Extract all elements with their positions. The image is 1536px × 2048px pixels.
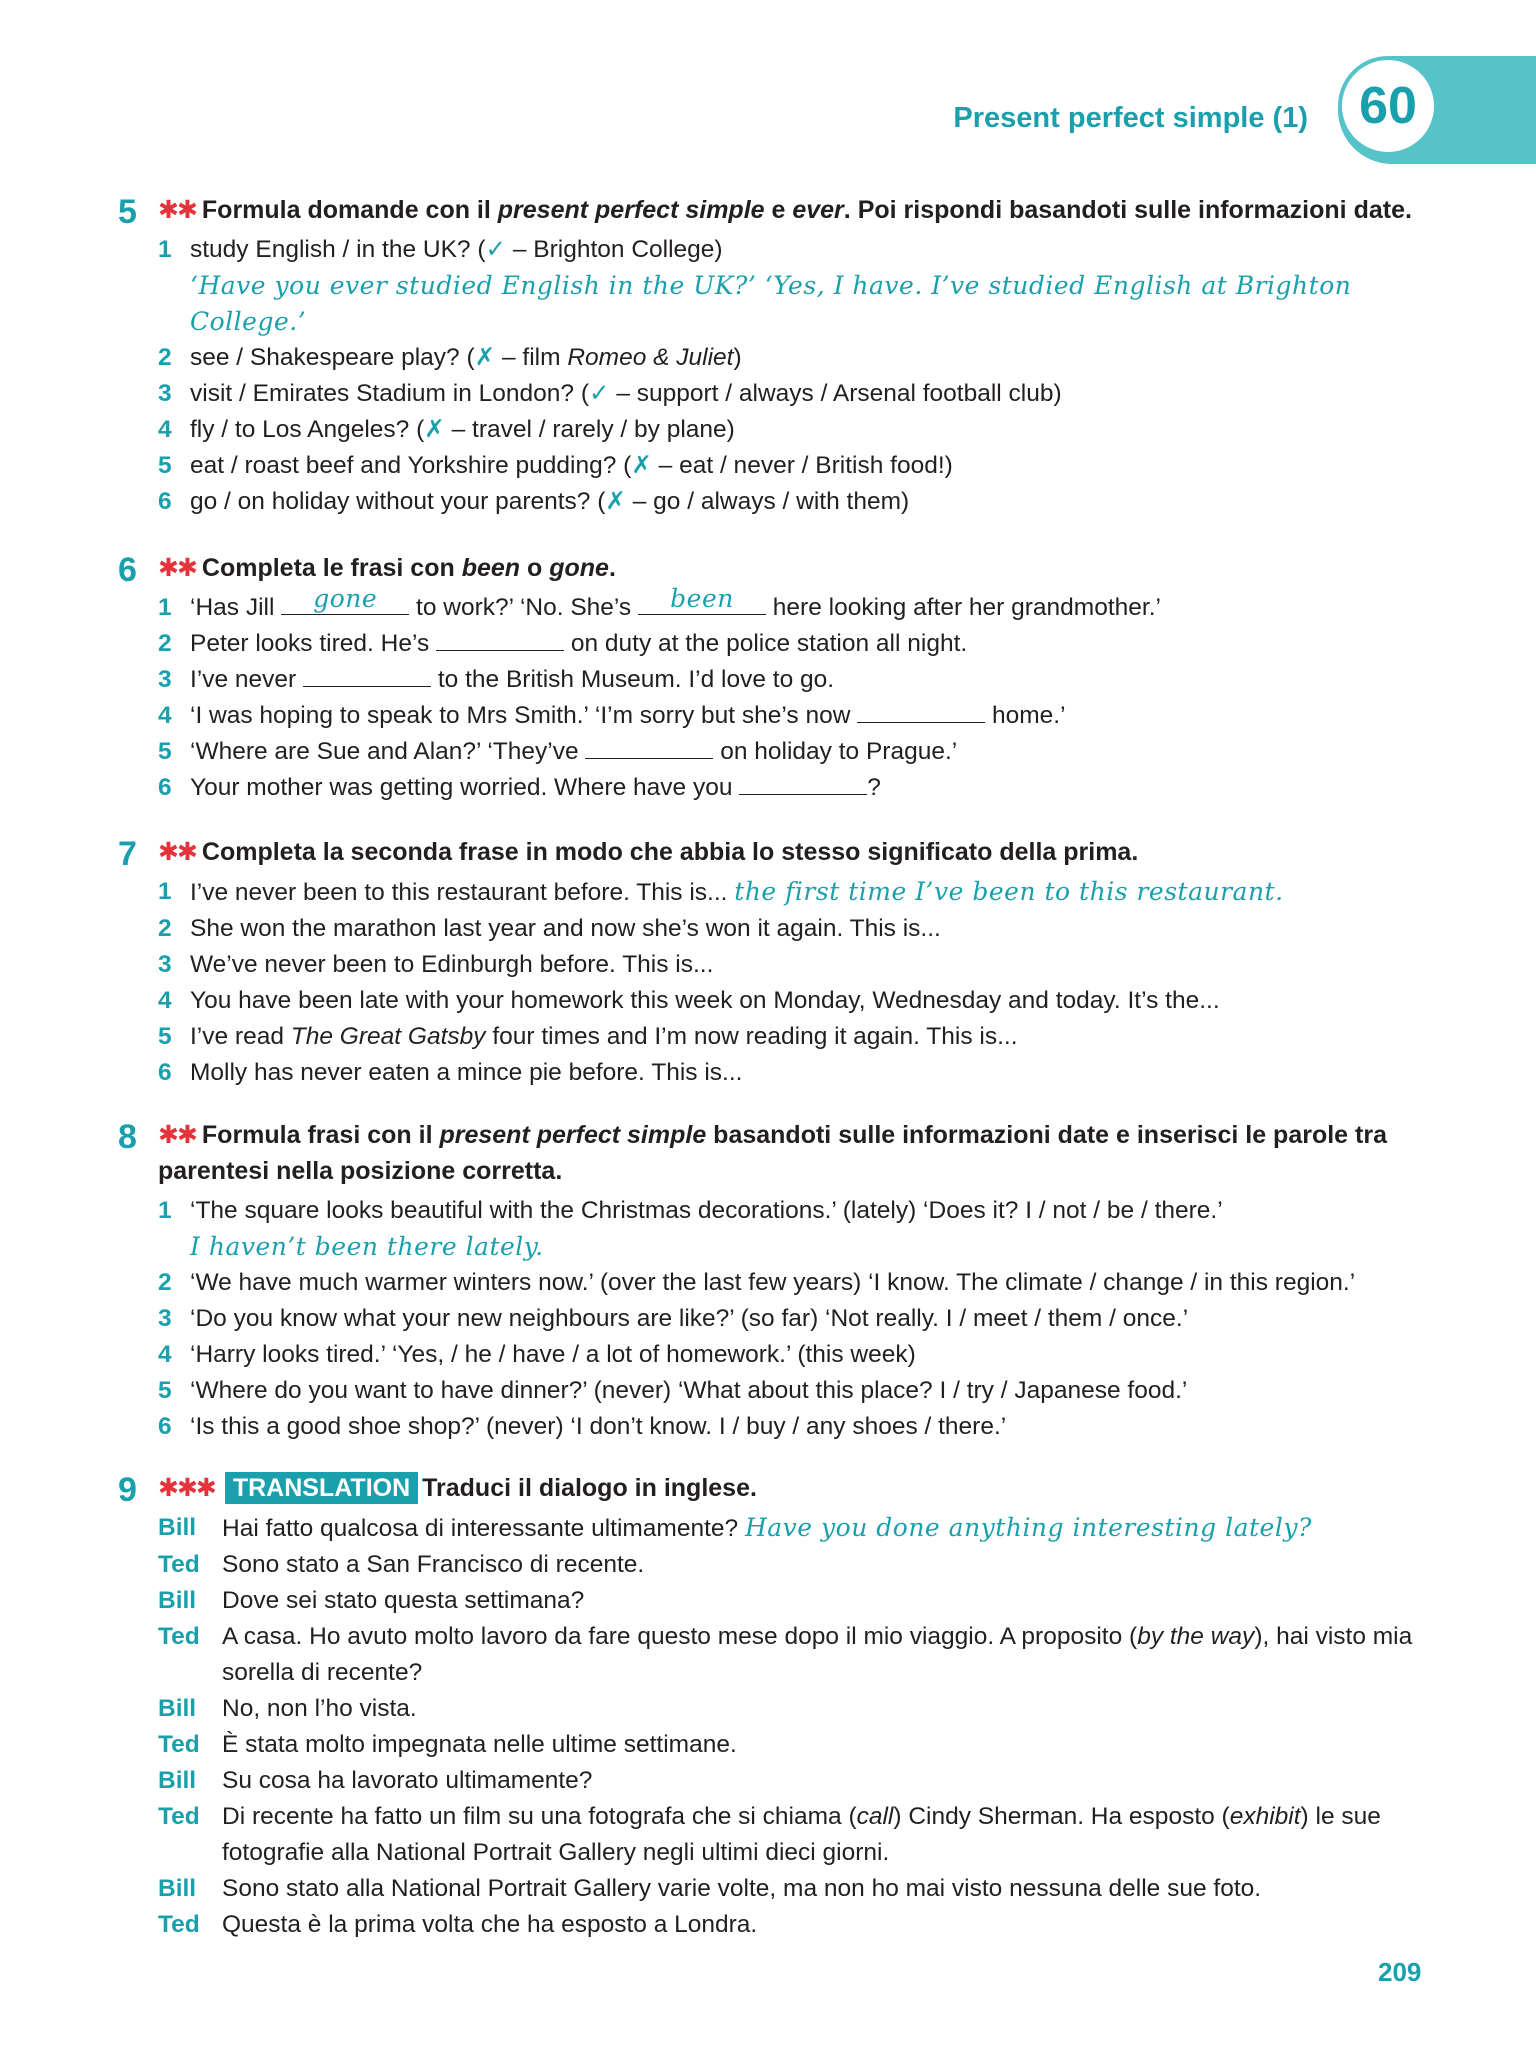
list-item: 2 She won the marathon last year and now she’s won it again. This is... xyxy=(158,915,941,942)
exercise-instruction: ✱✱ Completa le frasi con been o gone. xyxy=(158,554,616,582)
speaker: Bill xyxy=(158,1587,197,1614)
speaker: Bill xyxy=(158,1514,197,1541)
dialog-line: Bill Su cosa ha lavorato ultimamente? xyxy=(158,1763,1438,1799)
answer-blank[interactable] xyxy=(303,662,431,687)
speaker: Bill xyxy=(158,1875,197,1902)
exercise-8 xyxy=(118,1117,1438,1445)
translation-tag: TRANSLATION xyxy=(225,1472,418,1504)
cross-icon: ✗ xyxy=(631,452,652,479)
list-item: 2 see / Shakespeare play? (✗ – film Romeo & Juliet) xyxy=(158,344,742,371)
list-item: 4 fly / to Los Angeles? (✗ – travel / rarely / by plane) xyxy=(158,416,735,443)
exercise-7 xyxy=(118,834,1438,1091)
unit-number: 60 xyxy=(1359,77,1417,135)
list-item: 6 ‘Is this a good shoe shop?’ (never) ‘I don’t know. I / buy / any shoes / there.’ xyxy=(158,1413,1007,1440)
page-title: Present perfect simple (1) xyxy=(953,102,1308,134)
cross-icon: ✗ xyxy=(605,488,626,515)
dialog-line: Ted Questa è la prima volta che ha esposto a Londra. xyxy=(158,1907,1438,1943)
speaker: Ted xyxy=(158,1911,200,1938)
list-item: 5 eat / roast beef and Yorkshire pudding? (✗ – eat / never / British food!) xyxy=(158,452,953,479)
answer-blank[interactable]: been xyxy=(638,590,766,615)
list-item: 4 ‘I was hoping to speak to Mrs Smith.’ ‘I’m sorry but she’s now home.’ xyxy=(158,698,1438,734)
answer-blank[interactable] xyxy=(739,770,867,795)
speaker: Ted xyxy=(158,1623,200,1650)
dialog-line: Ted A casa. Ho avuto molto lavoro da fare questo mese dopo il mio viaggio. A proposito (by the way), hai visto mia sorella di recente? xyxy=(158,1619,1438,1691)
list-item: 6 Your mother was getting worried. Where have you ? xyxy=(158,770,1438,806)
list-item: 2 Peter looks tired. He’s on duty at the police station all night. xyxy=(158,626,1438,662)
list-item: 3 visit / Emirates Stadium in London? (✓ – support / always / Arsenal football club) xyxy=(158,380,1062,407)
list-item: 6 go / on holiday without your parents? (✗ – go / always / with them) xyxy=(158,488,910,515)
example-answer: the first time I’ve been to this restaurant. xyxy=(734,877,1284,906)
answer-blank[interactable]: gone xyxy=(281,590,409,615)
difficulty-stars: ✱✱ xyxy=(158,838,196,866)
exercise-number: 5 xyxy=(118,193,137,231)
list-item: 5 I’ve read The Great Gatsby four times and I’m now reading it again. This is... xyxy=(158,1023,1018,1050)
list-item: 3 I’ve never to the British Museum. I’d love to go. xyxy=(158,662,1438,698)
difficulty-stars: ✱✱✱ xyxy=(158,1474,215,1502)
answer-blank[interactable] xyxy=(857,698,985,723)
exercise-instruction: ✱✱ Formula domande con il present perfect simple e ever. Poi rispondi basandoti sulle informazioni date. xyxy=(158,196,1412,224)
example-answer: Have you done anything interesting lately? xyxy=(744,1513,1312,1542)
dialog-line: Ted Di recente ha fatto un film su una fotografa che si chiama (call) Cindy Sherman. Ha esposto (exhibit) le sue fotografie alla National Portrait Gallery negli ultimi dieci giorni. xyxy=(158,1799,1438,1871)
exercise-number: 8 xyxy=(118,1118,137,1156)
dialog-line: Bill No, non l’ho vista. xyxy=(158,1691,1438,1727)
speaker: Bill xyxy=(158,1695,197,1722)
example-answer: ‘Have you ever studied English in the UK?’ ‘Yes, I have. I’ve studied English at Brighton College.’ xyxy=(190,271,1352,336)
difficulty-stars: ✱✱ xyxy=(158,196,196,224)
cross-icon: ✗ xyxy=(424,416,445,443)
exercise-instruction: ✱✱ Formula frasi con il present perfect simple basandoti sulle informazioni date e inserisci le parole tra parentesi nella posizione corretta. xyxy=(158,1121,1387,1185)
list-item: 3 We’ve never been to Edinburgh before. This is... xyxy=(158,951,714,978)
page-number: 209 xyxy=(1378,1957,1422,1987)
dialog-line: Bill Dove sei stato questa settimana? xyxy=(158,1583,1438,1619)
exercise-number: 7 xyxy=(118,835,137,873)
dialog-line: Bill Hai fatto qualcosa di interessante ultimamente? Have you done anything interesting lately? xyxy=(158,1510,1438,1547)
dialog-line: Bill Sono stato alla National Portrait Gallery varie volte, ma non ho mai visto nessuna delle sue foto. xyxy=(158,1871,1438,1907)
list-item: 6 Molly has never eaten a mince pie before. This is... xyxy=(158,1059,743,1086)
list-item: 5 ‘Where are Sue and Alan?’ ‘They’ve on holiday to Prague.’ xyxy=(158,734,1438,770)
exercise-instruction: ✱✱ Completa la seconda frase in modo che abbia lo stesso significato della prima. xyxy=(158,838,1139,866)
example-answer: I haven’t been there lately. xyxy=(190,1232,544,1261)
list-item: 1 ‘The square looks beautiful with the Christmas decorations.’ (lately) ‘Does it? I / not / be / there.’ xyxy=(158,1197,1223,1224)
dialog-line: Ted Sono stato a San Francisco di recente. xyxy=(158,1547,1438,1583)
answer-blank[interactable] xyxy=(436,626,564,651)
exercise-6 xyxy=(118,550,1438,806)
list-item: 4 You have been late with your homework this week on Monday, Wednesday and today. It’s the... xyxy=(158,987,1220,1014)
list-item: 1 I’ve never been to this restaurant before. This is... the first time I’ve been to this restaurant. xyxy=(158,877,1284,906)
check-icon: ✓ xyxy=(485,236,507,263)
cross-icon: ✗ xyxy=(474,344,496,371)
speaker: Ted xyxy=(158,1551,200,1578)
speaker: Ted xyxy=(158,1731,200,1758)
dialog-line: Ted È stata molto impegnata nelle ultime settimane. xyxy=(158,1727,1438,1763)
unit-badge xyxy=(1338,56,1438,156)
exercise-instruction: ✱✱✱ TRANSLATION Traduci il dialogo in inglese. xyxy=(158,1474,757,1502)
exercise-9 xyxy=(118,1470,1438,1943)
answer-blank[interactable] xyxy=(585,734,713,759)
exercise-number: 9 xyxy=(118,1471,137,1509)
speaker: Bill xyxy=(158,1767,197,1794)
exercise-5 xyxy=(118,192,1438,520)
list-item: 1 study English / in the UK? (✓ – Brighton College) xyxy=(158,236,723,263)
difficulty-stars: ✱✱ xyxy=(158,554,196,582)
check-icon: ✓ xyxy=(589,380,610,407)
exercise-number: 6 xyxy=(118,551,137,589)
list-item: 1 ‘Has Jill gone to work?’ ‘No. She’s been here looking after her grandmother.’ xyxy=(158,584,1161,621)
difficulty-stars: ✱✱ xyxy=(158,1121,196,1149)
list-item: 5 ‘Where do you want to have dinner?’ (never) ‘What about this place? I / try / Japanese food.’ xyxy=(158,1377,1188,1404)
list-item: 2 ‘We have much warmer winters now.’ (over the last few years) ‘I know. The climate / change / in this region.’ xyxy=(158,1269,1356,1296)
speaker: Ted xyxy=(158,1803,200,1830)
list-item: 3 ‘Do you know what your new neighbours are like?’ (so far) ‘Not really. I / meet / them / once.’ xyxy=(158,1305,1189,1332)
list-item: 4 ‘Harry looks tired.’ ‘Yes, / he / have / a lot of homework.’ (this week) xyxy=(158,1341,916,1368)
